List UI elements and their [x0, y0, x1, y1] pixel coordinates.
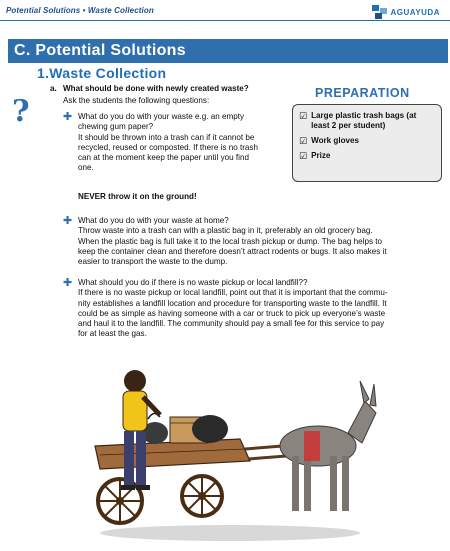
running-header: Potential Solutions • Waste Collection: [6, 6, 154, 15]
bullet-2-answer-line: easier to transport the waste to the dump.: [78, 257, 228, 267]
plus-bullet-icon: ✚: [63, 111, 73, 123]
bullet-3-question-line: What should you do if there is no waste pickup or local landfill??: [78, 278, 308, 287]
bullet-2-answer-line: Throw waste into a trash can with a plastic bag in it, preferably an old grocery bag.: [78, 226, 373, 236]
bullet-1-answer-line: It should be thrown into a trash can if it cannot be: [78, 132, 255, 142]
question-a-label: a.: [50, 84, 57, 93]
preparation-item-label: Large plastic trash bags (at least 2 per student): [311, 111, 417, 130]
bullet-2-question-line: What do you do with your waste at home?: [78, 216, 229, 225]
bullet-1-answer-line: one.: [78, 163, 94, 173]
preparation-item: [299, 136, 435, 146]
bullet-1-answer-line: recycled, reused or composted. If there is no trash: [78, 142, 258, 152]
preparation-item-label: Prize: [311, 151, 331, 160]
bullet-3-answer-line: for at least the gas.: [78, 329, 147, 339]
checkbox-checked-icon: ☑: [299, 151, 308, 161]
bullet-1: [78, 112, 288, 174]
section-subtitle: 1.Waste Collection: [37, 65, 167, 81]
bullet-1-emphasis: NEVER throw it on the ground!: [78, 192, 197, 201]
bullet-2-answer-line: keep the container clean and therefore doesn’t attract rodents or bugs. It also makes it: [78, 246, 387, 256]
bullet-3-answer-line: and haul it to the landfill. The community should pay a small fee for this service to pay: [78, 319, 385, 329]
bullet-3-answer-line: nity establishes a landfill location and procedure for transporting waste to the landfill. It: [78, 298, 387, 308]
section-banner: C. Potential Solutions: [8, 39, 448, 63]
preparation-item: [299, 111, 435, 131]
bullet-3: [78, 278, 448, 340]
checkbox-checked-icon: ☑: [299, 136, 308, 146]
question-a-intro: Ask the students the following questions:: [63, 96, 210, 105]
preparation-item-label: Work gloves: [311, 136, 360, 145]
ground-shadow: [100, 525, 360, 541]
aguayuda-logo: [372, 5, 441, 19]
bullet-1-answer-line: can at the moment keep the paper until you find: [78, 153, 249, 163]
bullet-2: [78, 216, 448, 267]
trash-bag: [192, 415, 228, 443]
preparation-title: PREPARATION: [315, 86, 410, 100]
question-mark-icon: ?: [12, 94, 30, 129]
bullet-3-answer-line: could be as simple as having someone with a car or truck to pick up everyone’s waste: [78, 308, 386, 318]
preparation-box: [292, 104, 442, 182]
logo-text: AGUAYUDA: [390, 7, 440, 17]
cart-wheel: [98, 479, 142, 523]
bullet-1-question-line: What do you do with your waste e.g. an empty: [78, 112, 245, 121]
donkey-cart-illustration: [80, 351, 380, 546]
plus-bullet-icon: ✚: [63, 215, 73, 227]
header-rule: [0, 20, 450, 21]
bullet-2-answer-line: When the plastic bag is full take it to the local trash pickup or dump. The bag helps to: [78, 236, 382, 246]
cart-wheel: [182, 476, 222, 516]
donkey-figure: [280, 381, 376, 511]
logo-mark-icon: [372, 5, 388, 19]
checkbox-checked-icon: ☑: [299, 111, 308, 121]
bullet-1-question-line: chewing gum paper?: [78, 122, 154, 132]
question-a-text: What should be done with newly created waste?: [63, 84, 249, 93]
preparation-item: [299, 151, 435, 161]
bullet-3-answer-line: If there is no waste pickup or local landfill, point out that it is important that the commu-: [78, 288, 388, 298]
plus-bullet-icon: ✚: [63, 277, 73, 289]
